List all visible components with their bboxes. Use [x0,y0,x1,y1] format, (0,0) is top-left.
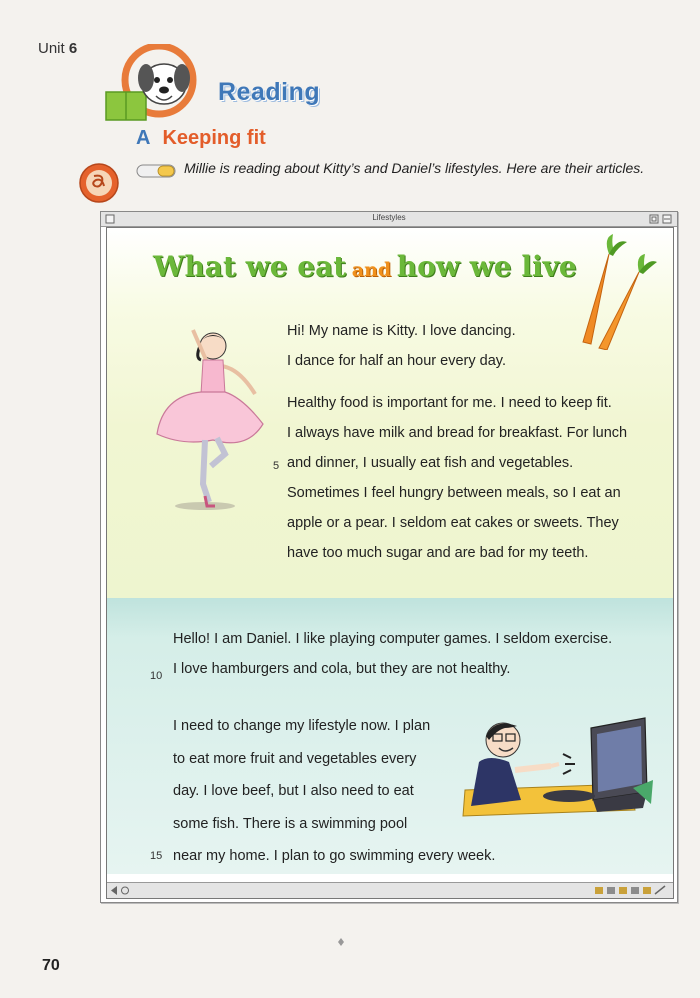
window-titlebar [101,212,677,227]
window-title: Lifestyles [372,213,406,222]
collapse-box-icon[interactable] [662,214,672,224]
line-number: 10 [150,670,163,682]
carrots-illustration [569,232,659,350]
daniel-paragraph-2: I need to change my lifestyle now. I plan to eat more fruit and vegetables every day. I love beef, but I also need to eat some fish. There is a swimming pool near my home. I plan to go swimming every week. [173,718,496,864]
audio-cd-icon[interactable] [78,162,120,204]
article-window [100,211,678,903]
page-number: 70 [42,957,60,974]
line-number: 15 [150,850,163,862]
dog-mascot-icon [104,44,214,124]
daniel-paragraph-1: Hello! I am Daniel. I like playing computer games. I seldom exercise. I love hamburgers and cola, but they are not healthy. [173,631,613,677]
line-number: 5 [273,460,280,472]
status-icons [593,885,667,896]
unit-label: Unit 6 [38,40,78,57]
toggle-icon [136,164,176,178]
kitty-paragraph-1: Hi! My name is Kitty. I love dancing. I dance for half an hour every day. [287,323,516,369]
kitty-section [107,228,673,598]
intro-text: Millie is reading about Kitty’s and Daniel’s lifestyles. Here are their articles. [184,160,645,176]
subsection-title: A Keeping fit [136,127,266,149]
article-headline: What we eat and how we live [153,250,577,283]
daniel-computer-illustration [459,714,655,834]
window-statusbar [107,882,673,899]
close-box-icon[interactable] [105,214,115,224]
scroll-left-icon[interactable] [109,885,131,896]
zoom-box-icon[interactable] [649,214,659,224]
kitty-paragraph-2: Healthy food is important for me. I need to keep fit. I always have milk and bread for breakfast. For lunch and dinner, I usually eat fish and vegetables. Sometimes I feel hungry between meals, so I eat an apple or a pear. I seldom eat cakes or sweets. They have too much sugar and are bad for my teeth. [287,395,628,561]
page-marker-icon [338,938,344,946]
article-frame [106,227,674,899]
kitty-dancing-illustration [143,324,267,514]
section-title: Reading [218,78,321,106]
